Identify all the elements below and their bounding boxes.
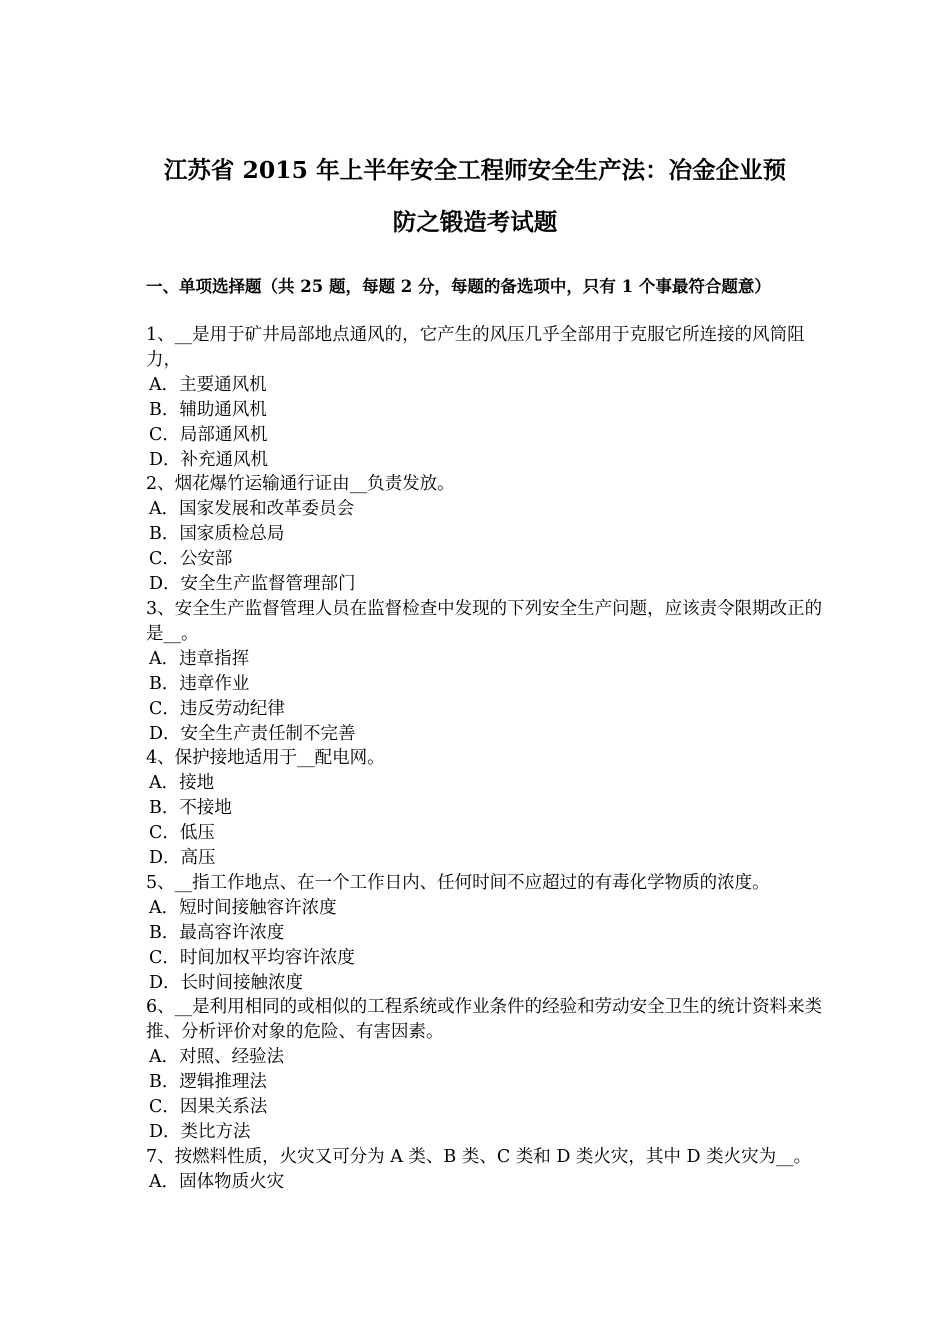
option-b: B．逻辑推理法	[149, 1072, 267, 1093]
option-c: C．因果关系法	[149, 1097, 268, 1118]
question-stem: 3、安全生产监督管理人员在监督检查中发现的下列安全生产问题，应该责令限期改正的是__。	[146, 598, 823, 644]
option-c: C．低压	[149, 823, 215, 844]
question-stem: 5、__指工作地点、在一个工作日内、任何时间不应超过的有毒化学物质的浓度。	[146, 872, 770, 893]
question-3	[146, 597, 826, 746]
question-stem: 1、__是用于矿井局部地点通风的，它产生的风压几乎全部用于克服它所连接的风筒阻力，	[146, 325, 805, 370]
option-d: D．补充通风机	[149, 449, 269, 470]
option-d: D．类比方法	[149, 1122, 251, 1142]
document-title-line-1: 江苏省 2015 年上半年安全工程师安全生产法：冶金企业预	[163, 156, 787, 184]
option-b: B．国家质检总局	[149, 524, 285, 545]
option-a: A．违章指挥	[149, 648, 250, 669]
section-heading: 一、单项选择题（共 25 题，每题 2 分，每题的备选项中，只有 1 个事最符合题意）	[146, 277, 771, 296]
option-a: A．国家发展和改革委员会	[149, 499, 355, 520]
question-2	[146, 472, 826, 597]
question-6	[146, 995, 826, 1144]
question-5	[146, 871, 826, 996]
question-7	[146, 1145, 826, 1195]
option-a: A．对照、经验法	[149, 1047, 285, 1068]
question-1	[146, 323, 826, 472]
option-b: B．不接地	[149, 798, 232, 819]
option-b: B．违章作业	[149, 673, 250, 694]
option-c: C．局部通风机	[149, 424, 268, 445]
question-list	[146, 323, 826, 1195]
option-a: A．固体物质火灾	[149, 1171, 285, 1192]
question-stem: 2、烟花爆竹运输通行证由__负责发放。	[146, 474, 455, 495]
option-a: A．接地	[149, 773, 215, 794]
option-d: D．安全生产监督管理部门	[149, 574, 356, 595]
option-c: C．违反劳动纪律	[149, 698, 285, 719]
option-b: B．最高容许浓度	[149, 922, 285, 943]
option-d: D．安全生产责任制不完善	[149, 723, 356, 744]
option-b: B．辅助通风机	[149, 399, 267, 420]
question-stem: 7、按燃料性质，火灾又可分为 A 类、B 类、C 类和 D 类火灾，其中 D 类火灾为__。	[146, 1146, 812, 1167]
option-a: A．短时间接触容许浓度	[149, 897, 337, 918]
document-title-line-2: 防之锻造考试题	[392, 208, 558, 236]
question-4	[146, 746, 826, 871]
option-a: A．主要通风机	[149, 374, 267, 395]
option-d: D．高压	[149, 848, 216, 869]
question-stem: 4、保护接地适用于__配电网。	[146, 748, 385, 769]
option-c: C．公安部	[149, 549, 233, 570]
option-d: D．长时间接触浓度	[149, 972, 304, 993]
option-c: C．时间加权平均容许浓度	[149, 947, 355, 968]
question-stem: 6、__是利用相同的或相似的工程系统或作业条件的经验和劳动安全卫生的统计资料来类推、分析评价对象的危险、有害因素。	[146, 997, 823, 1043]
